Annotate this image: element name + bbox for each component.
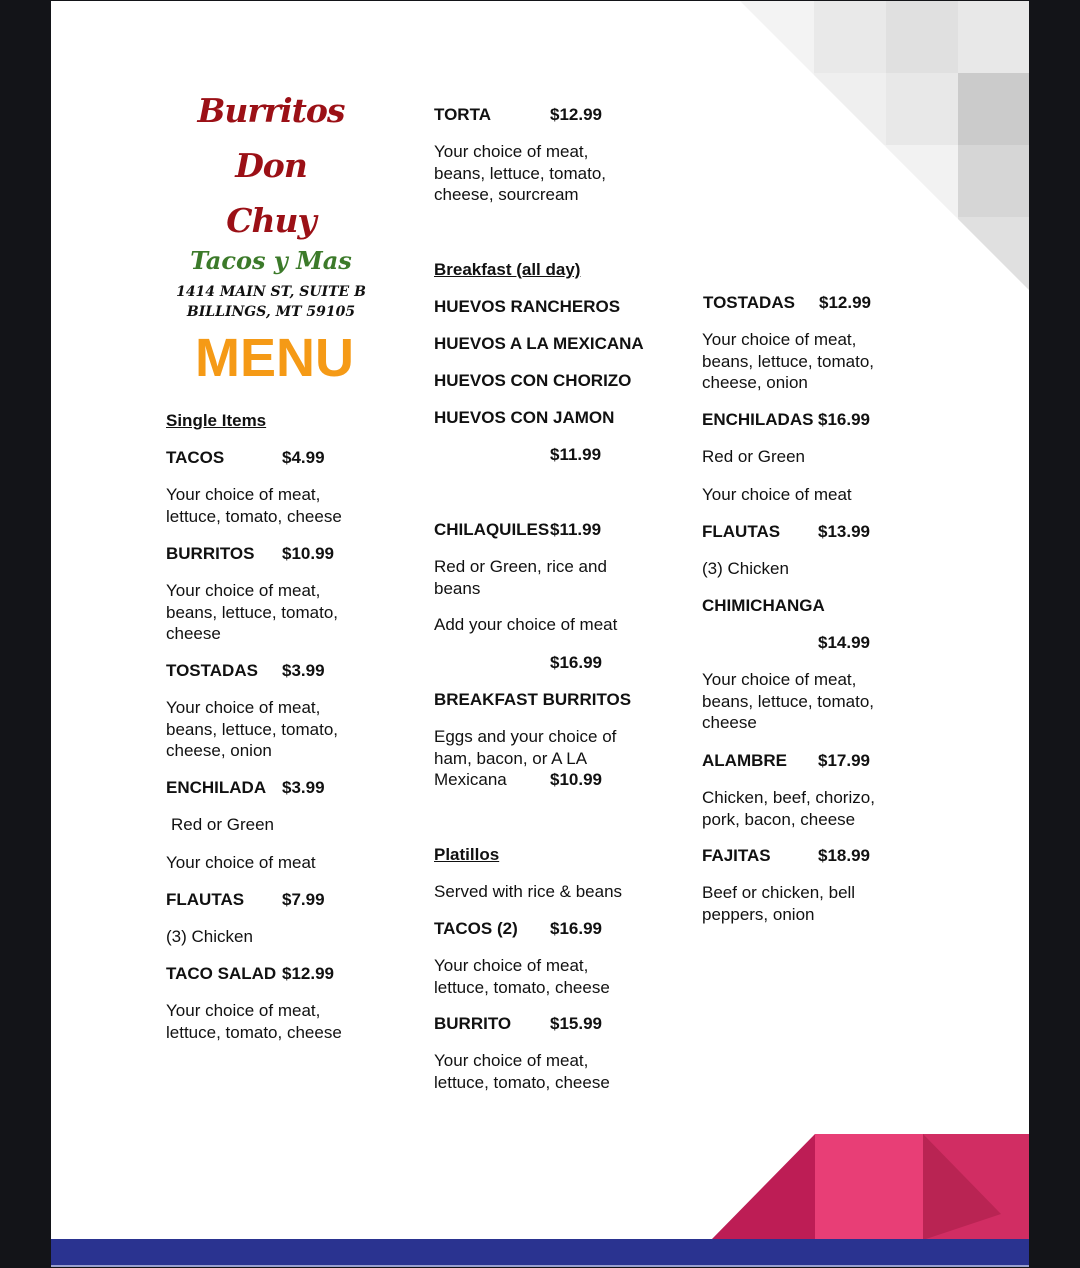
menu-item-chilaquiles — [434, 519, 654, 541]
item-desc-2: Your choice of meat — [166, 853, 316, 872]
item-desc: Red or Green, rice and beans — [434, 557, 607, 598]
item-desc: Your choice of meat, lettuce, tomato, cheese — [166, 1001, 342, 1042]
item-desc-2: Your choice of meat — [702, 485, 852, 504]
item-desc: Your choice of meat, beans, lettuce, tomato, cheese — [702, 670, 874, 732]
menu-item-tacos — [166, 447, 366, 469]
item-desc-last — [434, 769, 654, 791]
item-price: $10.99 — [550, 770, 602, 789]
menu-item-enchiladas — [702, 409, 902, 431]
item-name: ENCHILADA — [166, 778, 267, 797]
item-price: $17.99 — [818, 751, 870, 770]
restaurant-tagline: Tacos y Mas — [190, 246, 352, 275]
gray-tile-corner-decoration — [740, 1, 1029, 290]
item-price: $12.99 — [550, 105, 602, 124]
item-desc: Your choice of meat, lettuce, tomato, cheese — [434, 1051, 610, 1092]
item-desc: Chicken, beef, chorizo, pork, bacon, cheese — [702, 788, 875, 829]
menu-item-taco-salad — [166, 963, 366, 985]
item-name: TACOS (2) — [434, 919, 518, 938]
item-desc-tail: Mexicana — [434, 770, 507, 789]
huevos-price: $11.99 — [550, 445, 602, 464]
menu-item-huevos-con-jamon: HUEVOS CON JAMON — [434, 408, 615, 427]
menu-item-tacos-2 — [434, 918, 654, 940]
item-price: $7.99 — [282, 890, 325, 909]
item-name: FLAUTAS — [166, 890, 245, 909]
restaurant-branding — [161, 83, 381, 322]
menu-item-fajitas — [702, 845, 902, 867]
item-price: $4.99 — [282, 448, 325, 467]
item-price: $12.99 — [282, 964, 334, 983]
item-price: $16.99 — [818, 410, 870, 429]
item-name: ENCHILADAS — [702, 410, 814, 429]
item-price: $12.99 — [819, 293, 871, 312]
menu-item-burritos — [166, 543, 366, 565]
item-name: BURRITOS — [166, 544, 255, 563]
menu-item-alambre — [702, 750, 902, 772]
addon-price: $16.99 — [550, 653, 602, 672]
item-desc: Your choice of meat, beans, lettuce, tomato, cheese, onion — [166, 698, 338, 760]
menu-item-tostadas-platillo — [703, 292, 903, 314]
item-price: $10.99 — [282, 544, 334, 563]
item-desc: (3) Chicken — [702, 559, 789, 578]
item-desc: Your choice of meat, beans, lettuce, tomato, cheese, onion — [702, 330, 874, 392]
item-desc: Your choice of meat, lettuce, tomato, cheese — [166, 485, 342, 526]
item-name: TORTA — [434, 105, 491, 124]
item-desc: Red or Green — [702, 447, 805, 466]
item-desc: Your choice of meat, beans, lettuce, tomato, cheese, sourcream — [434, 142, 606, 204]
item-name: BURRITO — [434, 1014, 512, 1033]
item-desc: (3) Chicken — [166, 927, 253, 946]
item-name: TOSTADAS — [703, 293, 795, 312]
item-desc: Your choice of meat, lettuce, tomato, cheese — [434, 956, 610, 997]
menu-item-tostadas — [166, 660, 366, 682]
menu-item-enchilada — [166, 777, 366, 799]
menu-item-flautas — [166, 889, 366, 911]
section-header-single-items: Single Items — [166, 411, 267, 430]
footer-divider — [51, 1265, 1029, 1267]
item-name: ALAMBRE — [702, 751, 787, 770]
menu-item-chimichanga: CHIMICHANGA — [702, 596, 825, 615]
menu-item-torta — [434, 104, 654, 126]
menu-item-burrito — [434, 1013, 654, 1035]
section-header-breakfast: Breakfast (all day) — [434, 260, 581, 279]
address-line1: 1414 MAIN ST, SUITE B — [176, 284, 366, 300]
pink-shape-decoration — [711, 1134, 1029, 1240]
item-price: $18.99 — [818, 846, 870, 865]
item-name: FAJITAS — [702, 846, 771, 865]
platillos-note: Served with rice & beans — [434, 882, 623, 901]
menu-item-huevos-con-chorizo: HUEVOS CON CHORIZO — [434, 371, 632, 390]
menu-page — [51, 1, 1029, 1267]
item-price: $11.99 — [550, 520, 602, 539]
item-price: $16.99 — [550, 919, 602, 938]
item-price: $13.99 — [818, 522, 870, 541]
item-addon: Add your choice of meat — [434, 615, 618, 634]
item-price: $14.99 — [818, 633, 870, 652]
menu-item-huevos-rancheros: HUEVOS RANCHEROS — [434, 297, 621, 316]
item-desc: Beef or chicken, bell peppers, onion — [702, 883, 856, 924]
menu-item-huevos-a-la-mexicana: HUEVOS A LA MEXICANA — [434, 334, 644, 353]
item-name: FLAUTAS — [702, 522, 781, 541]
item-price: $3.99 — [282, 778, 325, 797]
item-price: $3.99 — [282, 661, 325, 680]
item-name: TOSTADAS — [166, 661, 258, 680]
item-desc: Red or Green — [171, 815, 274, 834]
item-name: TACOS — [166, 448, 225, 467]
item-name: TACO SALAD — [166, 964, 277, 983]
item-name: CHILAQUILES — [434, 520, 550, 539]
restaurant-name-line2: Chuy — [226, 201, 316, 240]
address-line2: BILLINGS, MT 59105 — [186, 304, 356, 320]
restaurant-name-line1: Burritos Don — [197, 91, 345, 185]
menu-item-breakfast-burritos: BREAKFAST BURRITOS — [434, 690, 632, 709]
item-desc: Eggs and your choice of ham, bacon, or A LA — [434, 727, 617, 768]
section-header-platillos: Platillos — [434, 845, 500, 864]
footer-blue-bar — [51, 1239, 1029, 1265]
menu-title: MENU — [195, 328, 354, 388]
menu-item-flautas-platillo — [702, 521, 902, 543]
item-price: $15.99 — [550, 1014, 602, 1033]
item-desc: Your choice of meat, beans, lettuce, tomato, cheese — [166, 581, 338, 643]
